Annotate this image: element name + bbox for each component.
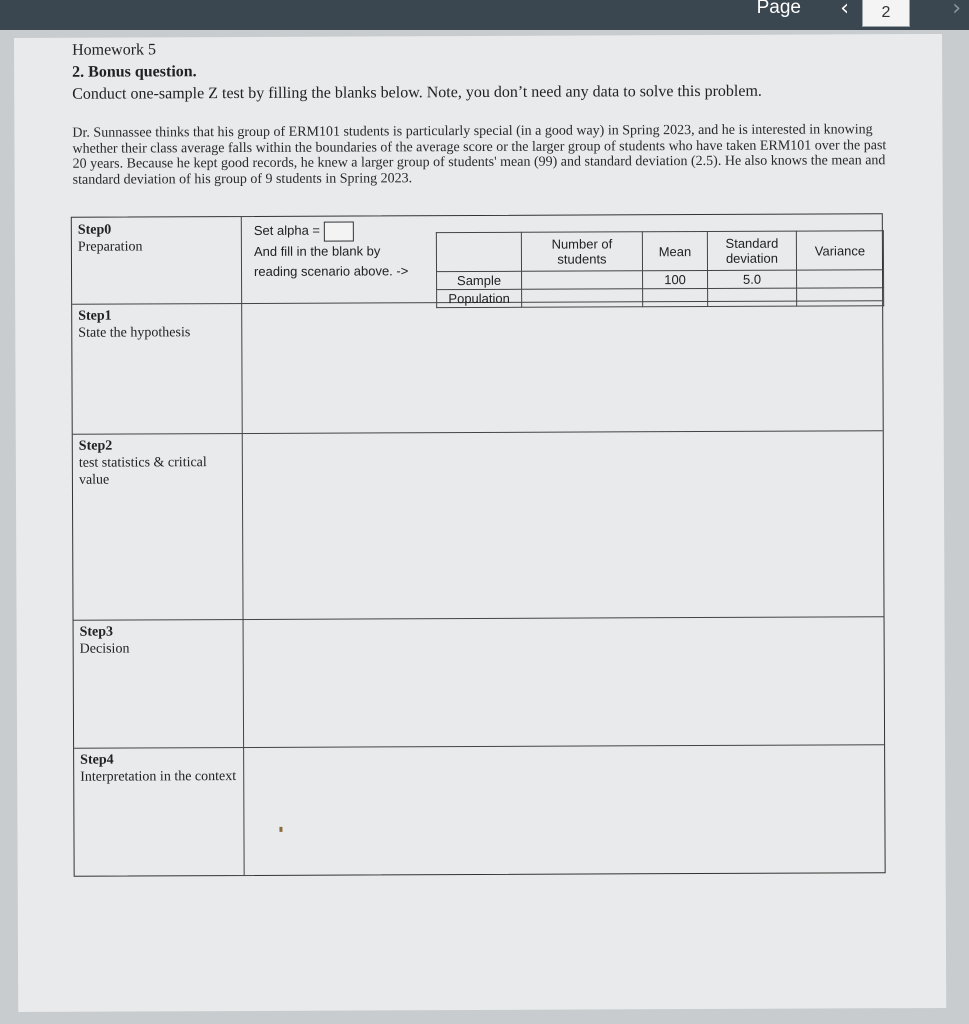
step2-title: Step2 <box>78 438 113 454</box>
alpha-input-box[interactable] <box>324 221 354 241</box>
stats-sample-row <box>437 270 884 290</box>
step2-row <box>73 430 884 621</box>
viewer-toolbar <box>0 0 969 30</box>
sample-sd-cell: 5.0 <box>708 270 797 288</box>
stats-header-n: Number of students <box>521 232 642 272</box>
chevron-left-icon[interactable]: ‹ <box>840 0 849 21</box>
step1-label-cell <box>72 303 243 434</box>
page-number-field[interactable]: 2 <box>862 0 910 27</box>
step1-row <box>72 300 883 435</box>
sample-label: Sample <box>437 271 522 289</box>
stats-header-sd: Standard deviation <box>707 231 796 270</box>
step2-label-cell <box>73 433 244 620</box>
document-page <box>14 34 946 1012</box>
sample-mean-cell: 100 <box>643 270 708 288</box>
step3-title: Step3 <box>79 624 114 640</box>
sample-variance-cell[interactable] <box>797 270 884 288</box>
step0-row <box>72 214 882 305</box>
homework-title: Homework 5 <box>72 41 157 59</box>
step2-subtitle: test statistics & critical value <box>78 455 207 488</box>
step3-row <box>74 616 885 749</box>
bonus-heading: 2. Bonus question. <box>72 63 197 81</box>
alpha-label: Set alpha = <box>253 222 321 238</box>
sample-n-cell[interactable] <box>522 271 643 290</box>
step0-subtitle: Preparation <box>77 239 143 255</box>
page-label: Page <box>756 0 801 18</box>
stats-header-variance: Variance <box>796 231 883 270</box>
step4-row <box>74 744 885 876</box>
step4-label-cell <box>74 747 245 876</box>
stats-header-row <box>436 231 883 272</box>
alpha-instruction-line1: And fill in the blank by <box>253 242 381 259</box>
stats-header-mean: Mean <box>642 231 707 270</box>
alpha-instruction-line2: reading scenario above. -> <box>253 262 409 279</box>
step1-title: Step1 <box>78 308 112 324</box>
alpha-section <box>254 220 409 281</box>
step1-subtitle: State the hypothesis <box>78 325 191 341</box>
step4-title: Step4 <box>80 752 114 768</box>
step4-subtitle: Interpretation in the context <box>80 769 237 785</box>
scenario-paragraph: Dr. Sunnassee thinks that his group of ERM101 students is particularly special (in a good way) in Spring 2023, and he is interested in knowing whether their class average falls within the boundaries of the average score or the larger group of students who have taken ERM101 over the past 20 years. Because he kept good records, he knew a larger group of students' mean (99) and standard deviation (2.5). He also knows the mean and standard deviation of his group of 9 students in Spring 2023. <box>72 122 887 188</box>
step3-label-cell <box>74 619 245 748</box>
stats-header-blank <box>436 232 521 271</box>
instruction-text: Conduct one-sample Z test by filling the blanks below. Note, you don’t need any data to solve this problem. <box>72 82 762 103</box>
chevron-right-icon[interactable]: › <box>952 0 961 21</box>
step0-label-cell <box>72 217 242 304</box>
step0-title: Step0 <box>77 222 112 238</box>
step3-subtitle: Decision <box>79 641 130 657</box>
ink-mark <box>279 827 282 832</box>
hypothesis-test-table <box>71 213 886 877</box>
statistics-table <box>436 230 884 308</box>
population-label: Population <box>437 289 522 307</box>
